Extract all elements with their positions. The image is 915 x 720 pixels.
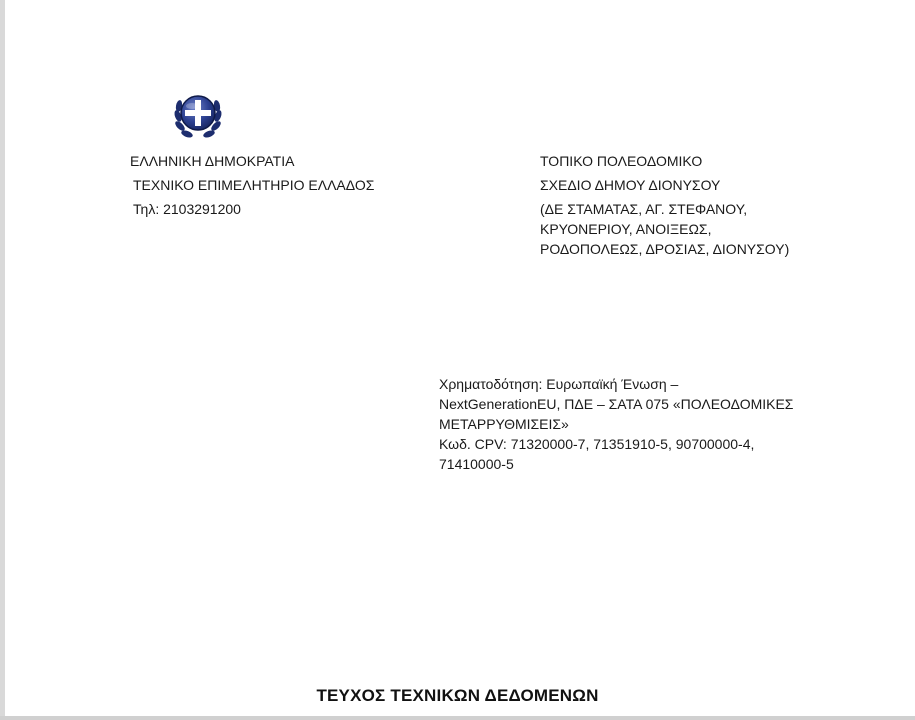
cpv-codes-line-1: Κωδ. CPV: 71320000-7, 71351910-5, 90700000-4, (439, 436, 755, 452)
cpv-codes-line-2: 71410000-5 (439, 456, 514, 472)
project-title-line-1: ΤΟΠΙΚΟ ΠΟΛΕΟΔΟΜΙΚΟ (540, 153, 703, 169)
funding-line-3: ΜΕΤΑΡΡΥΘΜΙΣΕΙΣ» (439, 416, 569, 432)
project-title-line-5: ΡΟΔΟΠΟΛΕΩΣ, ΔΡΟΣΙΑΣ, ΔΙΟΝΥΣΟΥ) (540, 241, 790, 257)
page-bottom-edge (0, 716, 915, 720)
funding-block (439, 374, 793, 474)
project-title-block (540, 151, 789, 259)
project-title-line-2: ΣΧΕΔΙΟ ΔΗΜΟΥ ΔΙΟΝΥΣΟΥ (540, 177, 721, 193)
project-title-line-4: ΚΡΥΟΝΕΡΙΟΥ, ΑΝΟΙΞΕΩΣ, (540, 221, 712, 237)
document-title: ΤΕΥΧΟΣ ΤΕΧΝΙΚΩΝ ΔΕΔΟΜΕΝΩΝ (316, 686, 599, 705)
funding-line-2: NextGenerationEU, ΠΔΕ – ΣΑΤΑ 075 «ΠΟΛΕΟΔΟΜΙΚΕΣ (439, 396, 794, 412)
organization-name: ΤΕΧΝΙΚΟ ΕΠΙΜΕΛΗΤΗΡΙΟ ΕΛΛΑΔΟΣ (133, 177, 375, 193)
country-name: ΕΛΛΗΝΙΚΗ ΔΗΜΟΚΡΑΤΙΑ (130, 153, 295, 169)
project-title-line-3: (ΔΕ ΣΤΑΜΑΤΑΣ, ΑΓ. ΣΤΕΦΑΝΟΥ, (540, 201, 748, 217)
issuer-block (130, 151, 374, 219)
phone-number: Τηλ: 2103291200 (133, 201, 241, 217)
greek-coat-of-arms-icon (170, 86, 226, 142)
funding-line-1: Χρηματοδότηση: Ευρωπαϊκή Ένωση – (439, 376, 679, 392)
page-left-margin (0, 0, 5, 720)
